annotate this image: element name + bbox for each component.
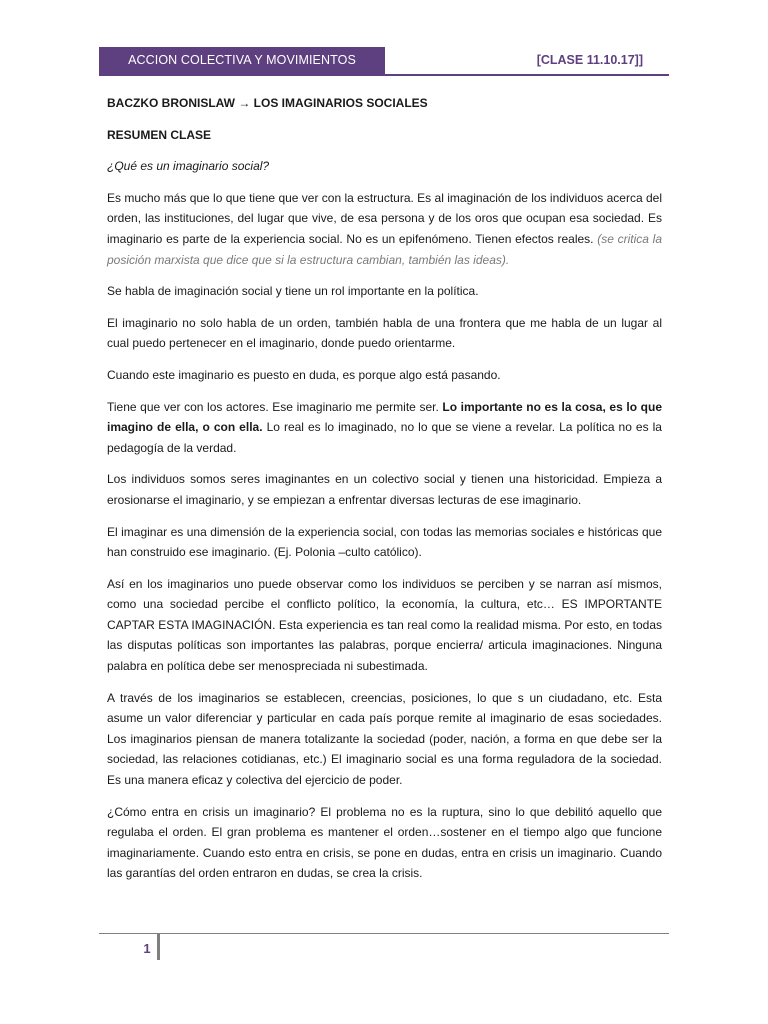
paragraph-8: Así en los imaginarios uno puede observar como los individuos se perciben y se narran así mismos, como una sociedad percibe el conflicto político, la economía, la cultura, etc… ES IMPORTANTE CAPTAR ESTA IMAGINACIÓN. Esta experiencia es tan real como la realidad misma. Por esto, en todas las disputas políticas son importantes las palabras, porque encierra/ articula imaginaciones. Ninguna palabra en política debe ser menospreciada ni subestimada. <box>107 576 662 674</box>
paragraph-5-emphasis: Lo importante no es la cosa, es lo que imagino de ella, o con ella. <box>107 399 662 435</box>
paragraph-6: Los individuos somos seres imaginantes en un colectivo social y tienen una historicidad. Empieza a erosionarse el imaginario, y se empiezan a enfrentar diversas lecturas de ese imaginario. <box>107 472 662 507</box>
paragraph-5 <box>107 397 662 459</box>
page-number-separator <box>157 934 160 960</box>
paragraph-7: El imaginar es una dimensión de la experiencia social, con todas las memorias sociales e históricas que han construido ese imaginario. (Ej. Polonia –culto católico). <box>107 524 662 560</box>
paragraph-1-note: (se critica la posición marxista que dice que si la estructura cambian, también las ideas). <box>107 231 663 267</box>
page-number: 1 <box>143 941 151 956</box>
document-body <box>107 93 662 895</box>
header-title: ACCION COLECTIVA Y MOVIMIENTOS SOCIALES <box>99 47 385 74</box>
paragraph-2: Se habla de imaginación social y tiene un rol importante en la política. <box>107 284 479 299</box>
author-line: BACZKO BRONISLAW → LOS IMAGINARIOS SOCIALES <box>107 96 428 110</box>
paragraph-1 <box>107 188 662 270</box>
paragraph-10: ¿Cómo entra en crisis un imaginario? El problema no es la ruptura, sino lo que debilitó aquello que regulaba el orden. El gran problema es mantener el orden…sostener en el tiempo algo que funcione imaginariamente. Cuando esto entra en crisis, se pone en dudas, entra en crisis un imaginario. Cuando las garantías del orden entraron en dudas, se crea la crisis. <box>107 804 662 881</box>
paragraph-4: Cuando este imaginario es puesto en duda, es porque algo está pasando. <box>107 367 501 382</box>
footer-rule <box>99 933 669 934</box>
page-header <box>99 47 669 94</box>
section-question: ¿Qué es un imaginario social? <box>107 159 270 174</box>
paragraph-5-text-b: Lo real es lo imaginado, no lo que se viene a revelar. La política no es la pedagogía de la verdad. <box>107 420 662 455</box>
paragraph-5-text-a: Tiene que ver con los actores. Ese imaginario me permite ser. <box>107 399 443 414</box>
paragraph-3: El imaginario no solo habla de un orden, también habla de una frontera que me habla de un lugar al cual puedo pertenecer en el imaginario, donde puedo orientarme. <box>107 315 662 351</box>
paragraph-9: A través de los imaginarios se establecen, creencias, posiciones, lo que s un ciudadano, etc. Esta asume un valor diferenciar y particular en cada país porque remite al imaginario de esas sociedades. Los imaginarios piensan de manera totalizante la sociedad (poder, nación, a forma en que debe ser la sociedad, las relaciones cotidianas, etc.) El imaginario social es una forma reguladora de la sociedad. Es una manera eficaz y colectiva del ejercicio de poder. <box>107 690 662 788</box>
paragraph-1-text: Es mucho más que lo que tiene que ver con la estructura. Es al imaginación de los individuos acerca del orden, las instituciones, del lugar que vive, de esa persona y de los oros que ocupan esa sociedad. Es imaginario es parte de la experiencia social. No es un epifenómeno. Tienen efectos reales. <box>107 190 662 246</box>
header-date: [CLASE 11.10.17]] <box>536 53 643 67</box>
document-subtitle: RESUMEN CLASE <box>107 127 212 142</box>
